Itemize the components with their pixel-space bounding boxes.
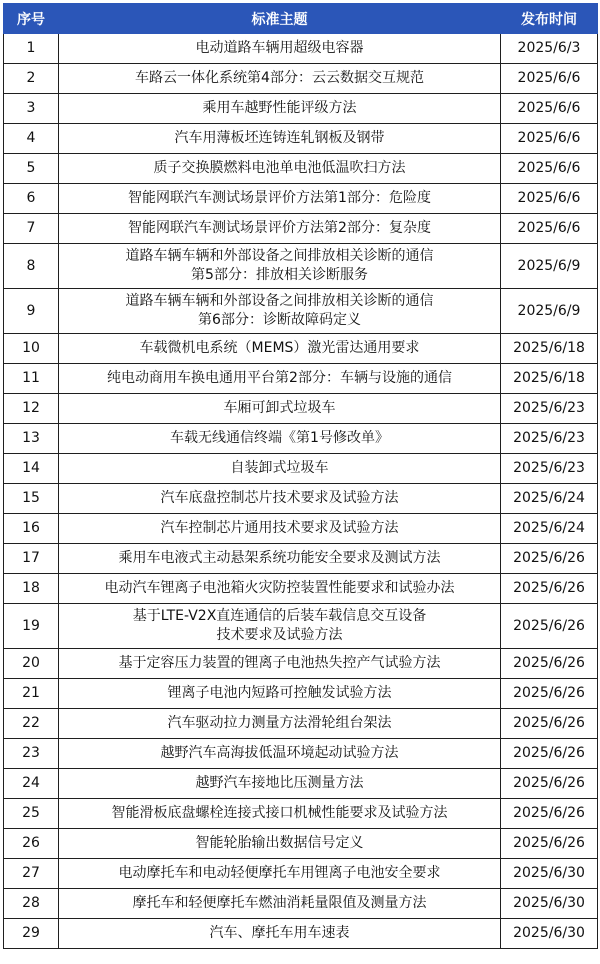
row-topic: 越野汽车高海拔低温环境起动试验方法 xyxy=(59,739,501,769)
table-row xyxy=(4,859,598,889)
row-topic: 质子交换膜燃料电池单电池低温吹扫方法 xyxy=(59,154,501,184)
table-row xyxy=(4,214,598,244)
table-row xyxy=(4,184,598,214)
row-topic: 电动摩托车和电动轻便摩托车用锂离子电池安全要求 xyxy=(59,859,501,889)
row-no: 6 xyxy=(4,184,59,214)
row-no: 15 xyxy=(4,484,59,514)
row-date: 2025/6/26 xyxy=(501,649,598,679)
row-topic: 自装卸式垃圾车 xyxy=(59,454,501,484)
row-date: 2025/6/6 xyxy=(501,154,598,184)
row-topic-line1: 道路车辆车辆和外部设备之间排放相关诊断的通信 xyxy=(125,293,434,309)
row-no: 13 xyxy=(4,424,59,454)
table-row xyxy=(4,124,598,154)
row-topic: 电动道路车辆用超级电容器 xyxy=(59,34,501,64)
header-topic: 标准主题 xyxy=(59,4,501,34)
row-date: 2025/6/9 xyxy=(501,244,598,289)
table-row xyxy=(4,334,598,364)
table-row xyxy=(4,154,598,184)
row-no: 2 xyxy=(4,64,59,94)
row-date: 2025/6/6 xyxy=(501,124,598,154)
row-no: 1 xyxy=(4,34,59,64)
row-topic: 智能网联汽车测试场景评价方法第1部分：危险度 xyxy=(59,184,501,214)
row-no: 11 xyxy=(4,364,59,394)
row-no: 25 xyxy=(4,799,59,829)
row-topic: 汽车用薄板坯连铸连轧钢板及钢带 xyxy=(59,124,501,154)
row-topic-line1: 道路车辆车辆和外部设备之间排放相关诊断的通信 xyxy=(125,248,434,264)
table-row xyxy=(4,919,598,949)
table-row xyxy=(4,454,598,484)
row-no: 5 xyxy=(4,154,59,184)
row-topic: 车载无线通信终端《第1号修改单》 xyxy=(59,424,501,454)
row-no: 7 xyxy=(4,214,59,244)
row-date: 2025/6/26 xyxy=(501,679,598,709)
row-no: 12 xyxy=(4,394,59,424)
row-no: 27 xyxy=(4,859,59,889)
table-row xyxy=(4,544,598,574)
row-topic-line2: 第6部分：诊断故障码定义 xyxy=(198,312,361,328)
row-no: 14 xyxy=(4,454,59,484)
table-row xyxy=(4,424,598,454)
table-row xyxy=(4,889,598,919)
row-topic: 智能轮胎输出数据信号定义 xyxy=(59,829,501,859)
row-no: 3 xyxy=(4,94,59,124)
table-header-row xyxy=(4,4,598,34)
table-row xyxy=(4,514,598,544)
row-topic: 车厢可卸式垃圾车 xyxy=(59,394,501,424)
table-row xyxy=(4,244,598,289)
table-row xyxy=(4,394,598,424)
row-date: 2025/6/26 xyxy=(501,739,598,769)
row-date: 2025/6/23 xyxy=(501,394,598,424)
row-topic: 汽车、摩托车用车速表 xyxy=(59,919,501,949)
table-row xyxy=(4,709,598,739)
table-row xyxy=(4,574,598,604)
row-no: 19 xyxy=(4,604,59,649)
row-date: 2025/6/18 xyxy=(501,364,598,394)
row-no: 22 xyxy=(4,709,59,739)
row-no: 8 xyxy=(4,244,59,289)
row-date: 2025/6/26 xyxy=(501,574,598,604)
row-topic-line2: 第5部分：排放相关诊断服务 xyxy=(191,267,368,283)
row-date: 2025/6/26 xyxy=(501,604,598,649)
table-row xyxy=(4,289,598,334)
row-topic: 智能滑板底盘螺栓连接式接口机械性能要求及试验方法 xyxy=(59,799,501,829)
row-date: 2025/6/26 xyxy=(501,544,598,574)
table-row xyxy=(4,769,598,799)
table-row xyxy=(4,34,598,64)
row-topic-line2: 技术要求及试验方法 xyxy=(216,627,343,643)
table-row xyxy=(4,799,598,829)
row-date: 2025/6/26 xyxy=(501,799,598,829)
table-row xyxy=(4,604,598,649)
table-row xyxy=(4,364,598,394)
row-date: 2025/6/26 xyxy=(501,709,598,739)
row-no: 18 xyxy=(4,574,59,604)
row-no: 28 xyxy=(4,889,59,919)
row-topic xyxy=(59,604,501,649)
row-topic: 智能网联汽车测试场景评价方法第2部分：复杂度 xyxy=(59,214,501,244)
row-no: 29 xyxy=(4,919,59,949)
row-topic: 锂离子电池内短路可控触发试验方法 xyxy=(59,679,501,709)
row-no: 26 xyxy=(4,829,59,859)
row-topic: 电动汽车锂离子电池箱火灾防控装置性能要求和试验办法 xyxy=(59,574,501,604)
row-no: 20 xyxy=(4,649,59,679)
row-date: 2025/6/30 xyxy=(501,859,598,889)
row-date: 2025/6/26 xyxy=(501,769,598,799)
table-row xyxy=(4,64,598,94)
row-date: 2025/6/18 xyxy=(501,334,598,364)
row-topic: 纯电动商用车换电通用平台第2部分：车辆与设施的通信 xyxy=(59,364,501,394)
row-date: 2025/6/6 xyxy=(501,94,598,124)
row-date: 2025/6/6 xyxy=(501,64,598,94)
row-date: 2025/6/23 xyxy=(501,424,598,454)
row-date: 2025/6/30 xyxy=(501,919,598,949)
row-topic: 越野汽车接地比压测量方法 xyxy=(59,769,501,799)
table-row xyxy=(4,94,598,124)
row-topic: 乘用车电液式主动悬架系统功能安全要求及测试方法 xyxy=(59,544,501,574)
row-topic xyxy=(59,244,501,289)
row-no: 17 xyxy=(4,544,59,574)
row-date: 2025/6/30 xyxy=(501,889,598,919)
header-no: 序号 xyxy=(4,4,59,34)
row-no: 23 xyxy=(4,739,59,769)
row-date: 2025/6/24 xyxy=(501,514,598,544)
row-topic-line1: 基于LTE-V2X直连通信的后装车载信息交互设备 xyxy=(132,608,427,624)
header-date: 发布时间 xyxy=(501,4,598,34)
row-topic: 汽车控制芯片通用技术要求及试验方法 xyxy=(59,514,501,544)
row-date: 2025/6/24 xyxy=(501,484,598,514)
table-row xyxy=(4,649,598,679)
row-date: 2025/6/23 xyxy=(501,454,598,484)
table-row xyxy=(4,739,598,769)
row-no: 9 xyxy=(4,289,59,334)
row-topic: 基于定容压力装置的锂离子电池热失控产气试验方法 xyxy=(59,649,501,679)
row-no: 4 xyxy=(4,124,59,154)
row-no: 16 xyxy=(4,514,59,544)
row-topic xyxy=(59,289,501,334)
standards-table xyxy=(3,3,598,949)
row-no: 10 xyxy=(4,334,59,364)
row-date: 2025/6/9 xyxy=(501,289,598,334)
row-topic: 汽车底盘控制芯片技术要求及试验方法 xyxy=(59,484,501,514)
table-row xyxy=(4,679,598,709)
row-topic: 乘用车越野性能评级方法 xyxy=(59,94,501,124)
row-date: 2025/6/3 xyxy=(501,34,598,64)
row-no: 24 xyxy=(4,769,59,799)
row-date: 2025/6/6 xyxy=(501,184,598,214)
row-no: 21 xyxy=(4,679,59,709)
table-row xyxy=(4,829,598,859)
row-topic: 车载微机电系统（MEMS）激光雷达通用要求 xyxy=(59,334,501,364)
row-date: 2025/6/26 xyxy=(501,829,598,859)
row-topic: 摩托车和轻便摩托车燃油消耗量限值及测量方法 xyxy=(59,889,501,919)
standards-table-container xyxy=(3,3,598,949)
table-row xyxy=(4,484,598,514)
row-topic: 车路云一体化系统第4部分：云云数据交互规范 xyxy=(59,64,501,94)
row-date: 2025/6/6 xyxy=(501,214,598,244)
row-topic: 汽车驱动拉力测量方法滑轮组台架法 xyxy=(59,709,501,739)
